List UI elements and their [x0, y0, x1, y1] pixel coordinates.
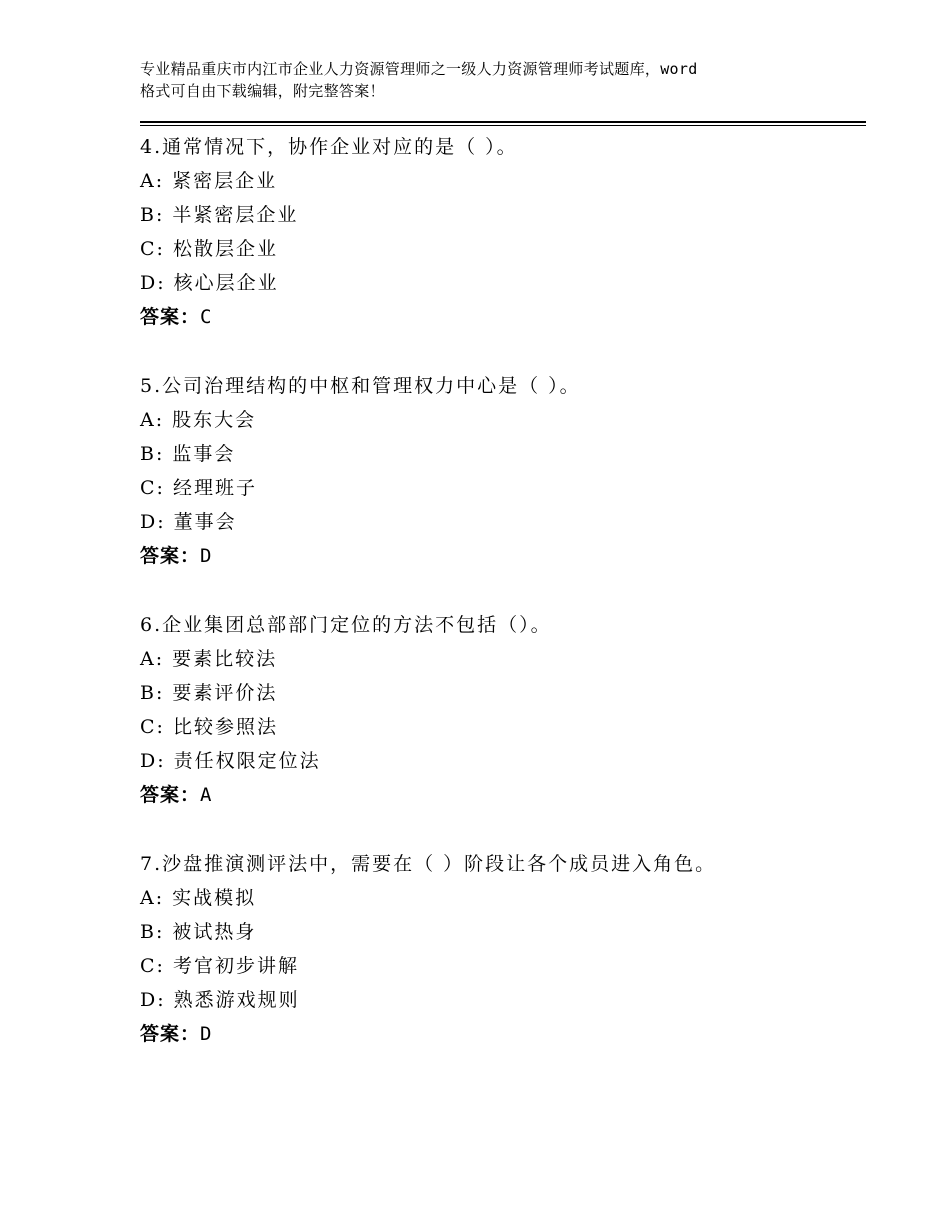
option-b: B: 监事会: [140, 443, 236, 465]
document-header: [140, 58, 840, 102]
option-d: D: 董事会: [140, 511, 237, 533]
header-rule-thin: [140, 125, 866, 126]
option-c: C: 松散层企业: [140, 238, 278, 260]
option-c: C: 考官初步讲解: [140, 955, 299, 977]
option-a: A: 要素比较法: [140, 648, 278, 670]
question-stem: 5.公司治理结构的中枢和管理权力中心是（ ）。: [140, 375, 581, 397]
option-d: D: 责任权限定位法: [140, 750, 321, 772]
answer-label: 答案：: [140, 1023, 201, 1045]
question-list: [140, 130, 860, 1086]
header-line-2: 格式可自由下载编辑，附完整答案！: [140, 82, 385, 100]
option-a: A: 实战模拟: [140, 887, 257, 909]
answer-line: [140, 300, 860, 334]
answer-value: A: [200, 784, 213, 806]
question-5: [140, 369, 860, 573]
answer-value: D: [200, 545, 213, 567]
option-d: D: 核心层企业: [140, 272, 279, 294]
answer-label: 答案：: [140, 306, 201, 328]
answer-label: 答案：: [140, 784, 201, 806]
answer-label: 答案：: [140, 545, 201, 567]
option-a: A: 紧密层企业: [140, 170, 278, 192]
header-rule-thick: [140, 121, 866, 123]
question-7: [140, 847, 860, 1051]
header-line-1: 专业精品重庆市内江市企业人力资源管理师之一级人力资源管理师考试题库，word: [140, 60, 698, 78]
question-stem: 7.沙盘推演测评法中，需要在（ ）阶段让各个成员进入角色。: [140, 853, 717, 875]
option-b: B: 要素评价法: [140, 682, 278, 704]
answer-line: [140, 778, 860, 812]
question-stem: 4.通常情况下，协作企业对应的是（ ）。: [140, 136, 518, 158]
answer-value: D: [200, 1023, 213, 1045]
option-b: B: 半紧密层企业: [140, 204, 299, 226]
answer-value: C: [200, 306, 213, 328]
option-a: A: 股东大会: [140, 409, 257, 431]
option-d: D: 熟悉游戏规则: [140, 989, 300, 1011]
question-4: [140, 130, 860, 334]
question-6: [140, 608, 860, 812]
question-stem: 6.企业集团总部部门定位的方法不包括（）。: [140, 614, 552, 636]
option-c: C: 经理班子: [140, 477, 257, 499]
answer-line: [140, 1017, 860, 1051]
answer-line: [140, 539, 860, 573]
option-c: C: 比较参照法: [140, 716, 278, 738]
option-b: B: 被试热身: [140, 921, 257, 943]
